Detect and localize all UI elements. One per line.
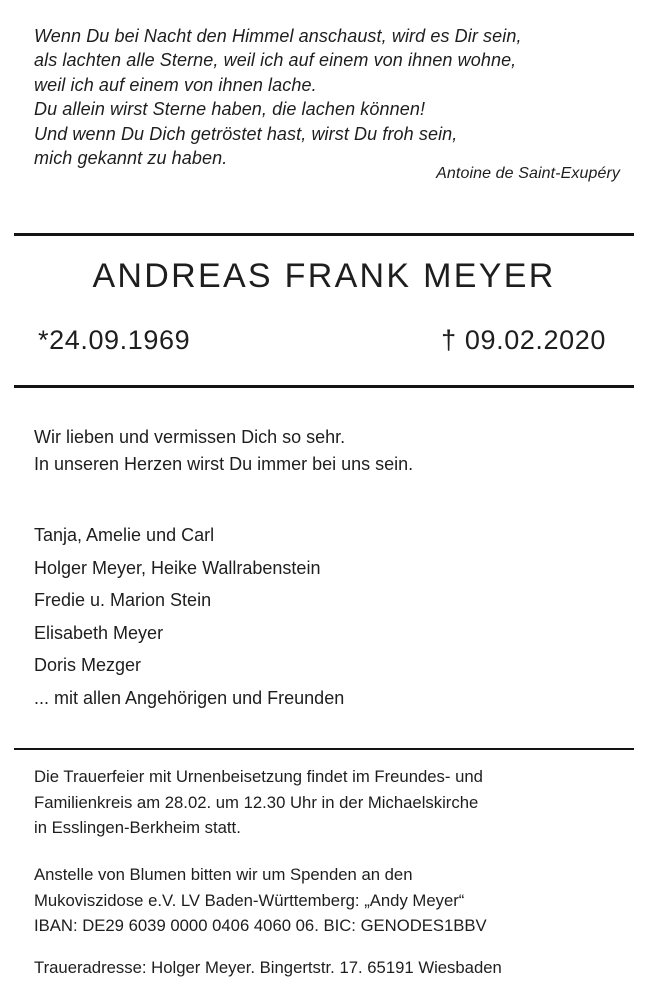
divider-name-bottom xyxy=(14,385,634,388)
mourner-entry: Fredie u. Marion Stein xyxy=(34,590,212,611)
mourning-address: Traueradresse: Holger Meyer. Bingertstr. 17. 65191 Wiesbaden xyxy=(34,958,502,977)
mourner-entry: ... mit allen Angehörigen und Freunden xyxy=(34,687,345,708)
ceremony-line: Familienkreis am 28.02. um 12.30 Uhr in der Michaelskirche xyxy=(34,792,479,812)
quote-author: Antoine de Saint-Exupéry xyxy=(436,165,620,182)
epigraph-quote xyxy=(34,24,624,182)
donation-info xyxy=(34,862,634,939)
quote-line: als lachten alle Sterne, weil ich auf einem von ihnen wohne, xyxy=(34,50,517,71)
deceased-name: ANDREAS FRANK MEYER xyxy=(92,257,556,295)
death-date: † 09.02.2020 xyxy=(441,325,606,355)
donation-line: Anstelle von Blumen bitten wir um Spenden an den xyxy=(34,865,413,884)
message-line: In unseren Herzen wirst Du immer bei uns sein. xyxy=(34,454,414,474)
mourner-entry: Tanja, Amelie und Carl xyxy=(34,525,215,545)
quote-line: weil ich auf einem von ihnen lache. xyxy=(34,74,317,95)
donation-line: IBAN: DE29 6039 0000 0406 4060 06. BIC: GENODES1BBV xyxy=(34,916,487,936)
quote-line: mich gekannt zu haben. xyxy=(34,148,228,169)
quote-line: Wenn Du bei Nacht den Himmel anschaust, wird es Dir sein, xyxy=(34,26,522,46)
donation-line: Mukoviszidose e.V. LV Baden-Württemberg: „Andy Meyer“ xyxy=(34,890,465,910)
mourner-entry: Holger Meyer, Heike Wallrabenstein xyxy=(34,557,321,578)
mourners-list xyxy=(34,519,344,715)
birth-date: *24.09.1969 xyxy=(38,325,191,355)
mourner-entry: Doris Mezger xyxy=(34,655,142,676)
quote-line: Du allein wirst Sterne haben, die lachen können! xyxy=(34,99,426,120)
divider-top xyxy=(14,233,634,236)
divider-info xyxy=(14,748,634,750)
ceremony-info xyxy=(34,764,634,841)
message-line: Wir lieben und vermissen Dich so sehr. xyxy=(34,427,346,447)
ceremony-line: Die Trauerfeier mit Urnenbeisetzung findet im Freundes- und xyxy=(34,767,483,786)
farewell-message xyxy=(34,424,413,478)
quote-line: Und wenn Du Dich getröstet hast, wirst Du froh sein, xyxy=(34,123,458,144)
mourner-entry: Elisabeth Meyer xyxy=(34,622,164,643)
ceremony-line: in Esslingen-Berkheim statt. xyxy=(34,818,241,838)
